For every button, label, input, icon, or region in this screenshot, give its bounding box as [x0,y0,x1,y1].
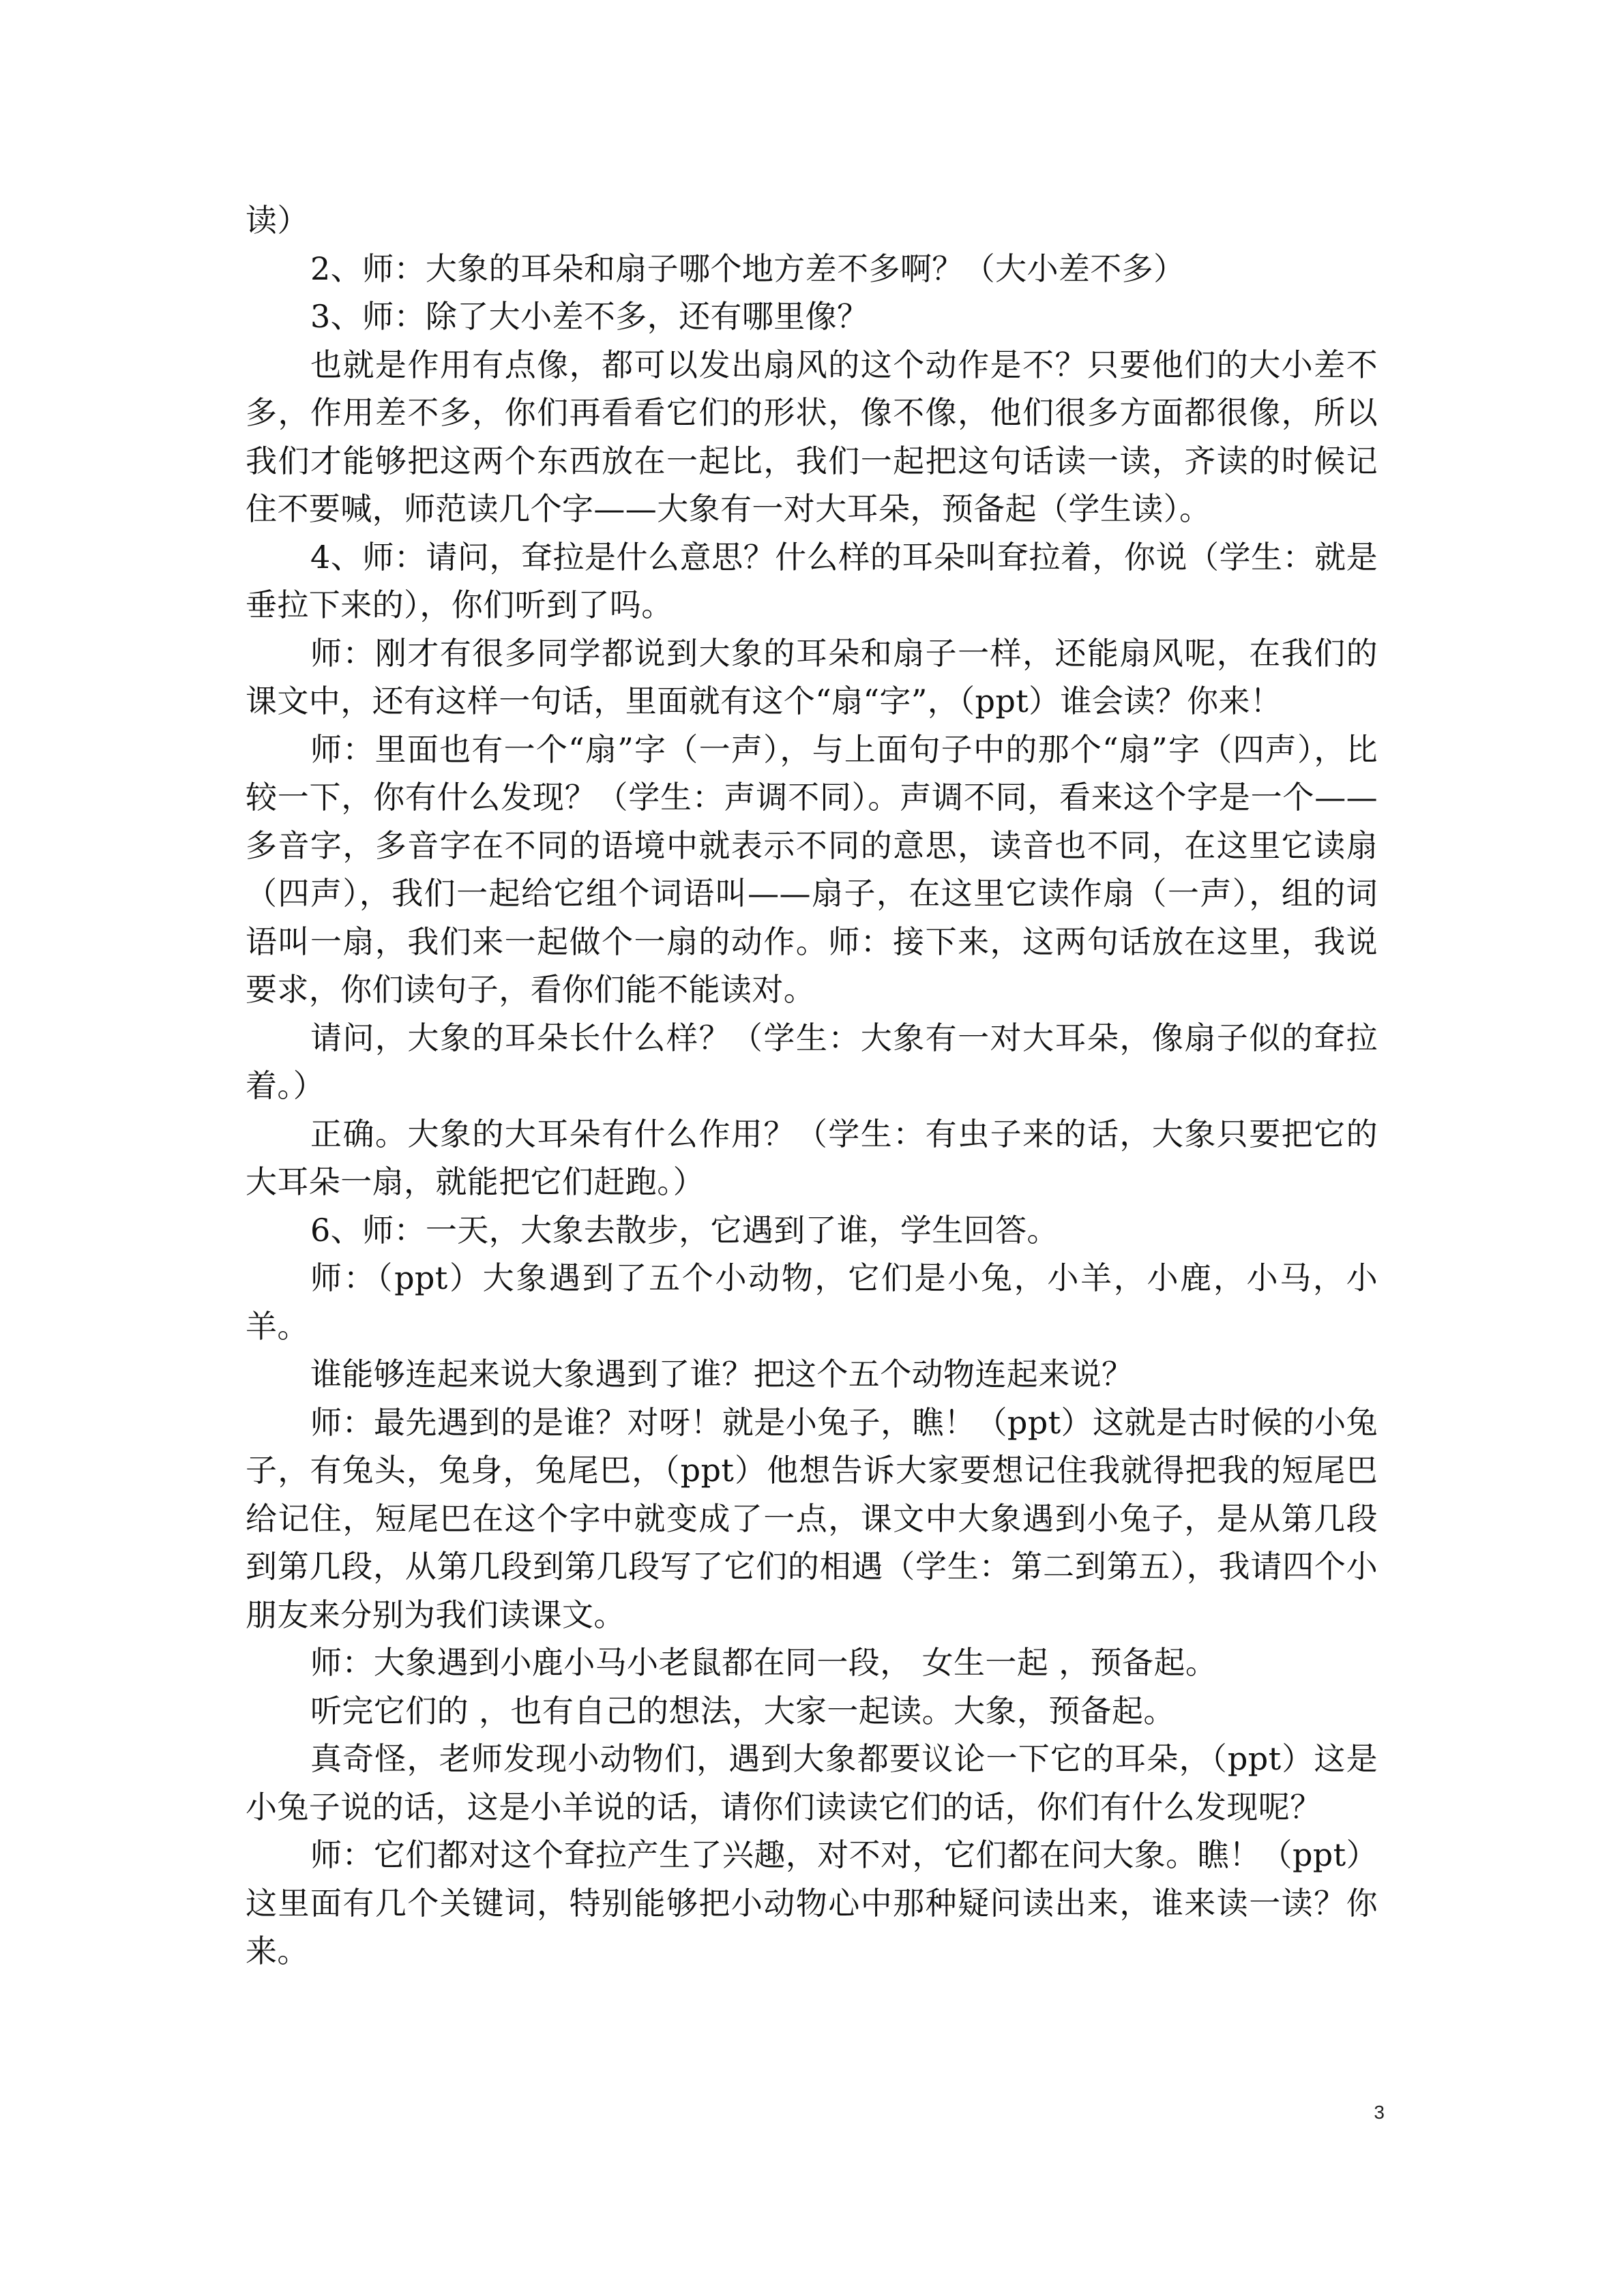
paragraph: 师：大象遇到小鹿小马小老鼠都在同一段， 女生一起 ，预备起。 [310,1644,1217,1681]
paragraph: 谁能够连起来说大象遇到了谁？把这个五个动物连起来说？ [310,1356,1134,1392]
paragraph: 也就是作用有点像，都可以发出扇风的这个动作是不？只要他们的大小差不多，作用差不多，你们再看看它们的形状，像不像，他们很多方面都很像，所以我们才能够把这两个东西放在一起比，我们一起把这句话读一读，齐读的时候记住不要喊，师范读几个字——大象有一对大耳朵，预备起（学生读）。 [246,346,1378,527]
paragraph: 正确。大象的大耳朵有什么作用？（学生：有虫子来的话，大象只要把它的大耳朵一扇，就能把它们赶跑。） [246,1115,1378,1200]
paragraph: 读） [246,202,309,239]
paragraph: 师：最先遇到的是谁？对呀！就是小兔子，瞧！（ppt）这就是古时候的小兔子，有兔头，兔身，兔尾巴，（ppt）他想告诉大家要想记住我就得把我的短尾巴给记住，短尾巴在这个字中就变成了一点，课文中大象遇到小兔子，是从第几段到第几段，从第几段到第几段写了它们的相遇（学生：第二到第五），我请四个小朋友来分别为我们读课文。 [246,1403,1378,1633]
paragraph: 2、师：大象的耳朵和扇子哪个地方差不多啊？（大小差不多） [310,250,1185,287]
paragraph: 6、师：一天，大象去散步，它遇到了谁，学生回答。 [310,1211,1059,1249]
paragraph: 听完它们的 ，也有自己的想法，大家一起读。大象，预备起。 [310,1692,1175,1729]
paragraph: 请问，大象的耳朵长什么样？（学生：大象有一对大耳朵，像扇子似的耷拉着。） [246,1019,1378,1104]
body-text [246,196,1378,1976]
paragraph: 4、师：请问，耷拉是什么意思？什么样的耳朵叫耷拉着，你说（学生：就是垂拉下来的），你们听到了吗。 [246,538,1378,623]
paragraph: 师：里面也有一个“扇”字（一声），与上面句子中的那个“扇”字（四声），比较一下，你有什么发现？（学生：声调不同）。声调不同，看来这个字是一个——多音字，多音字在不同的语境中就表示不同的意思，读音也不同，在这里它读扇（四声），我们一起给它组个词语叫——扇子，在这里它读作扇（一声），组的词语叫一扇，我们来一起做个一扇的动作。师：接下来，这两句话放在这里，我说要求，你们读句子，看你们能不能读对。 [246,730,1378,1008]
paragraph: 师：它们都对这个耷拉产生了兴趣，对不对，它们都在问大象。瞧！（ppt）这里面有几个关键词，特别能够把小动物心中那种疑问读出来，谁来读一读？你来。 [246,1836,1378,1969]
paragraph: 师：刚才有很多同学都说到大象的耳朵和扇子一样，还能扇风呢，在我们的课文中，还有这样一句话，里面就有这个“扇“字”，（ppt）谁会读？你来！ [246,634,1378,719]
page-number: 3 [1374,2102,1385,2123]
paragraph: 真奇怪，老师发现小动物们，遇到大象都要议论一下它的耳朵，（ppt）这是小兔子说的话，这是小羊说的话，请你们读读它们的话，你们有什么发现呢？ [246,1740,1378,1825]
paragraph: 3、师：除了大小差不多，还有哪里像？ [310,298,869,335]
paragraph: 师：（ppt）大象遇到了五个小动物，它们是小兔，小羊，小鹿，小马，小羊。 [246,1259,1378,1345]
